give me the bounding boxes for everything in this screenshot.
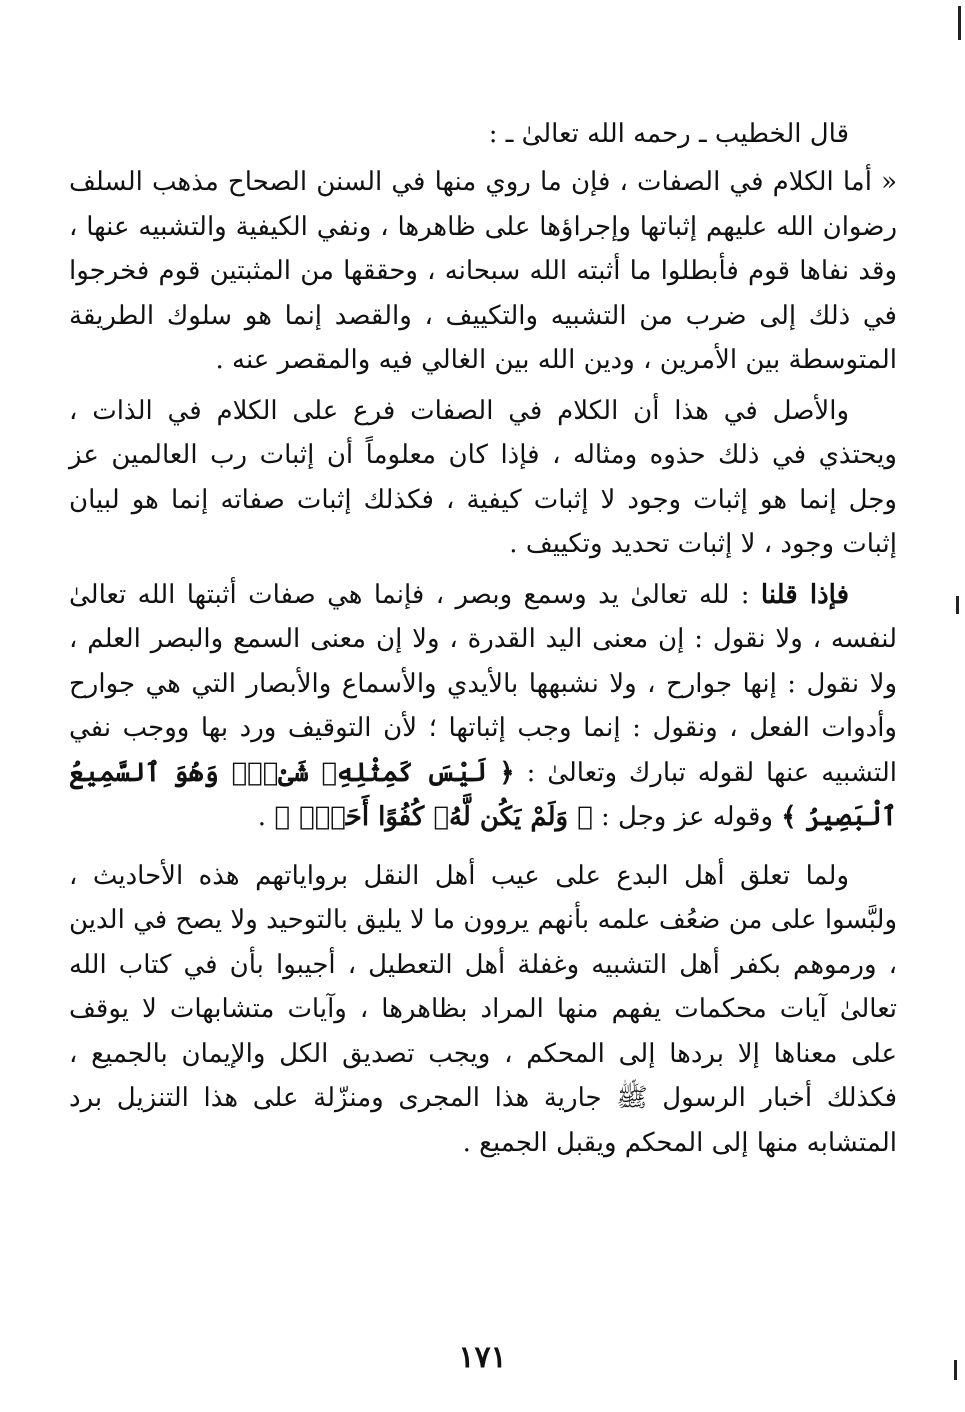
paragraph-3-end: . <box>257 802 267 832</box>
quran-verse-2: ﴿ وَلَمْ يَكُن لَّهُۥ كُفُوًا أَحَدٌۢ ﴾ <box>274 802 593 832</box>
page-body <box>69 108 897 1165</box>
quran-verse-1: ﴿ لَيْسَ كَمِثْلِهِۦ شَىْءٌۭ وَهُوَ ٱلسَّمِيعُ ٱلْبَصِيرُ ﴾ <box>69 757 897 832</box>
intro-line: قال الخطيب ـ رحمه الله تعالىٰ ـ : <box>488 119 849 149</box>
paragraph-3-text: : لله تعالىٰ يد وسمع وبصر ، فإنما هي صفات أثبتها الله تعالىٰ لنفسه ، ولا نقول : إن معنى اليد القدرة ، ولا إن معنى السمع والبصر العلم ، ولا نقول : إنها جوارح ، ولا نشبهها بالأيدي والأسماع والأبصار التي هي جوارح وأدوات الفعل ، ونقول : إنما وجب إثباتها ؛ لأن التوقيف ورد بها ووجب نفي التشبيه عنها لقوله تبارك وتعالىٰ : <box>69 579 898 788</box>
paragraph-4: ولما تعلق أهل البدع على عيب أهل النقل برواياتهم هذه الأحاديث ، ولبَّسوا على من ضعُف علمه بأنهم يروون ما لا يليق بالتوحيد ولا يصح في الدين ، ورموهم بكفر أهل التشبيه وغفلة أهل التعطيل ، أجيبوا بأن في كتاب الله تعالىٰ آيات محكمات يفهم منها المراد بظاهرها ، وآيات متشابهات لا يوقف على معناها إلا بردها إلى المحكم ، ويجب تصديق الكل والإيمان بالجميع ، فكذلك أخبار الرسول ﷺ جارية هذا المجرى ومنزّلة على هذا التنزيل برد المتشابه منها إلى المحكم ويقبل الجميع . <box>69 860 897 1158</box>
scan-mark-right-bottom <box>954 1360 957 1380</box>
paragraph-3-middle: وقوله عز وجل : <box>601 802 774 832</box>
page-number: ١٧١ <box>458 1340 507 1375</box>
paragraph-3 <box>69 573 897 840</box>
paragraph-2: والأصل في هذا أن الكلام في الصفات فرع على الكلام في الذات ، ويحتذي في ذلك حذوه ومثاله ، فإذا كان معلوماً أن إثبات رب العالمين عز وجل إنما هو إثبات وجود لا إثبات كيفية ، فكذلك إثبات صفاته إنما هو لبيان إثبات وجود ، لا إثبات تحديد وتكييف . <box>69 395 897 559</box>
paragraph-1: « أما الكلام في الصفات ، فإن ما روي منها في السنن الصحاح مذهب السلف رضوان الله عليهم إثباتها وإجراؤها على ظاهرها ، ونفي الكيفية والتشبيه عنها ، وقد نفاها قوم فأبطلوا ما أثبته الله سبحانه ، وحققها من المثبتين قوم فخرجوا في ذلك إلى ضرب من التشبيه والتكييف ، والقصد إنما هو سلوك الطريقة المتوسطة بين الأمرين ، ودين الله بين الغالي فيه والمقصر عنه . <box>69 167 897 375</box>
scan-mark-top-right <box>958 6 961 40</box>
scan-mark-right-middle <box>956 596 959 614</box>
paragraph-3-lead: فإذا قلنا <box>760 579 850 610</box>
